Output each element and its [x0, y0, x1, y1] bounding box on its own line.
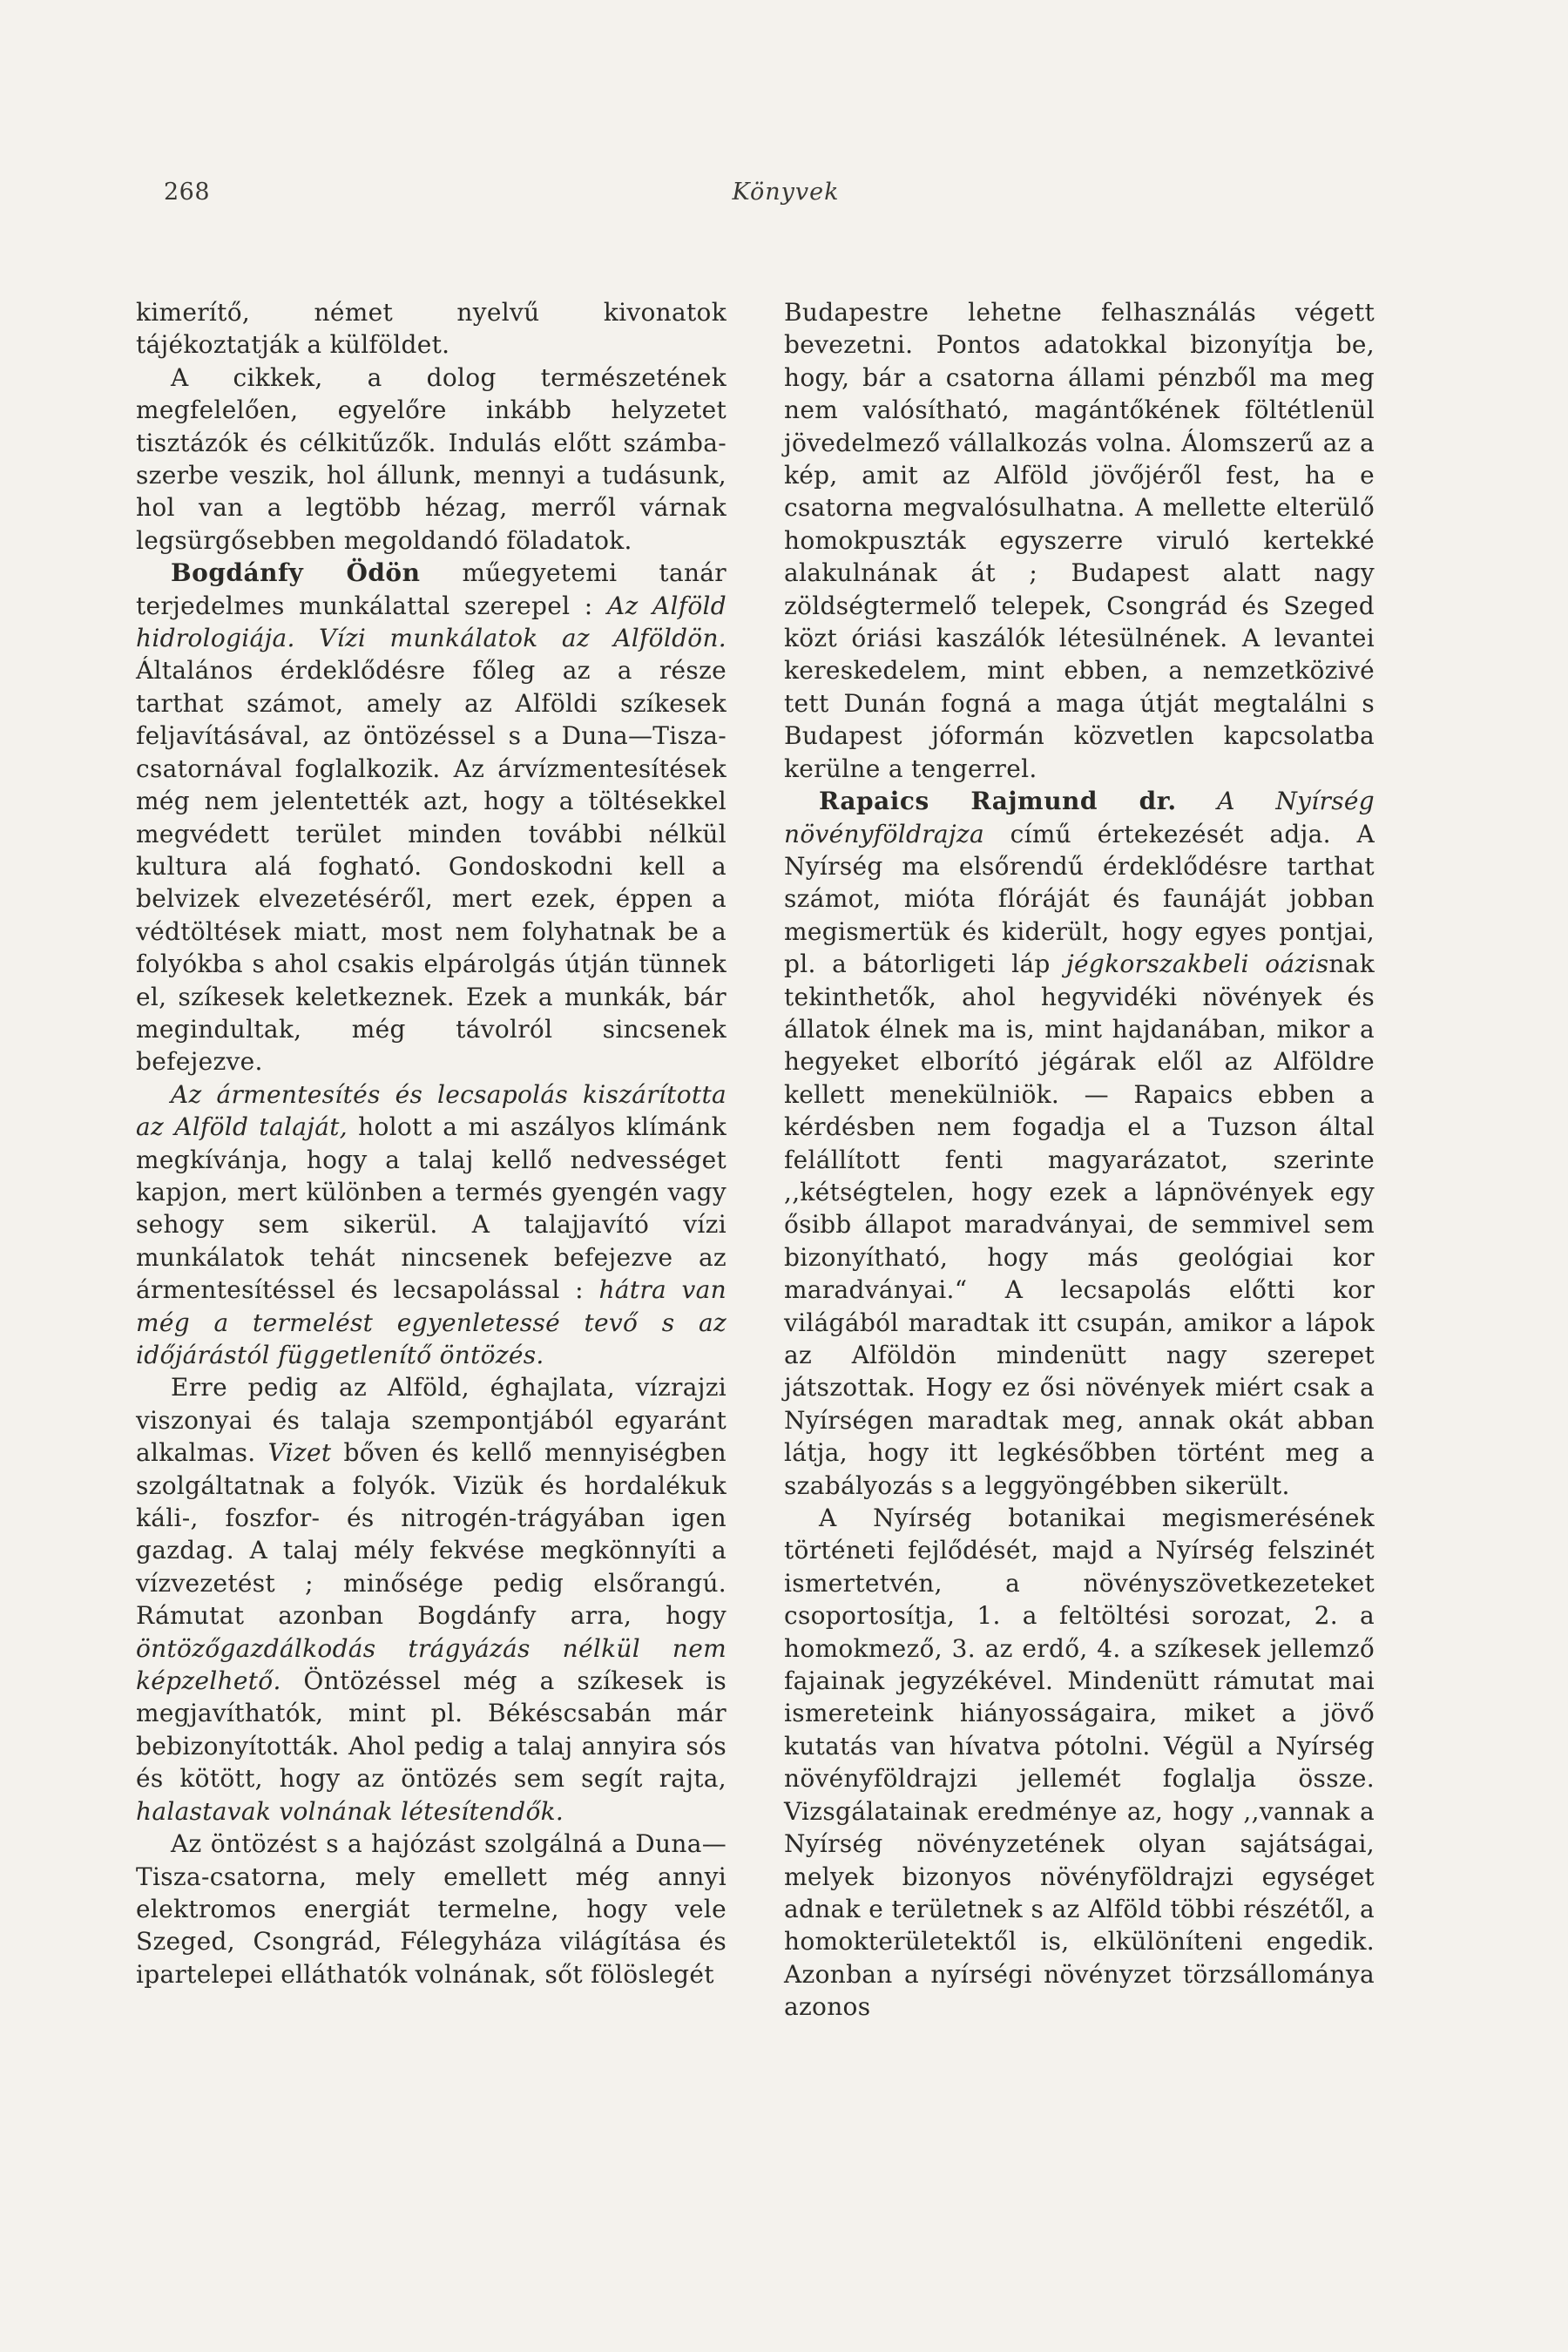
emphasis-text: öntözőgazdálkodás trágyázás nélkül nem képzelhető.: [136, 1633, 727, 1696]
author-name: Rapaics Rajmund dr.: [819, 787, 1177, 816]
left-column: [136, 296, 727, 1990]
emphasis-text: Vizet: [267, 1438, 332, 1468]
work-title: Az Alföld hidrologiája. Vízi munkálatok az Alföldön.: [136, 591, 727, 653]
emphasis-text: hátra van még a termelést egyenletessé tevő s az időjárástól függetlenítő öntözés.: [136, 1275, 727, 1369]
paragraph-cikkek: [136, 362, 727, 557]
paragraph-text: [1177, 787, 1218, 815]
paragraph-text: című értekezését adja. A Nyírség ma elsőrendű érdeklődésre tarthat számot, mióta flóráját és faunáját jobban megismertük és kiderült, hogy egyes pontjai, pl. a bátorligeti láp: [784, 819, 1375, 979]
paragraph-text: kimerítő, német nyelvű kivonatok tájékoztatják a külföldet.: [136, 298, 727, 360]
paragraph-rapaics: [784, 785, 1375, 1502]
paragraph-text: A Nyírség botanikai megismerésének történeti fejlődését, majd a Nyírség felszinét ismertetvén, a növényszövetkezeteket csoportosítja, 1. a feltöltési sorozat, 2. a homokmező, 3. az erdő, 4. a szíkesek jellemző fajainak jegyzékével. Mindenütt rámutat mai ismereteink hiányosságaira, miket a jövő kutatás van hívatva pótolni. Végül a Nyírség növényföldrajzi jellemét foglalja össze. Vizsgálatainak eredménye az, hogy ,,vannak a Nyírség növényzetének olyan sajátságai, melyek bizonyos növényföldrajzi egységet adnak e területnek s az Alföld többi részétől, a homokterületektől is, elkülöníteni engedik. Azonban a nyírségi növényzet törzsállománya azonos: [784, 1504, 1375, 2022]
page-header: [164, 179, 1408, 213]
paragraph-armentesites: [136, 1078, 727, 1372]
paragraph-nyirseg-botanika: [784, 1502, 1375, 2024]
paragraph-text: Az öntözést s a hajózást szolgálná a Duna—Tisza-csatorna, mely emellett még annyi elektromos energiát termelne, hogy vele Szeged, Csongrád, Félegyháza világítása és ipartelepei elláthatók volnának, sőt fölöslegét: [136, 1829, 727, 1989]
paragraph-text: műegyetemi tanár terjedelmes munkálattal szerepel :: [136, 558, 727, 620]
emphasis-text: Az ármentesítés és lecsapolás kiszárította az Alföld talaját,: [136, 1079, 727, 1142]
running-title: Könyvek: [732, 179, 840, 206]
page-number: 268: [164, 179, 211, 206]
paragraph-text: Öntözéssel még a szíkesek is megjavíthatók, mint pl. Békéscsabán már bebizonyították. Ahol pedig a talaj annyira sós és kötött, hogy az öntözés sem segít rajta,: [136, 1666, 727, 1794]
paragraph-text: Erre pedig az Alföld, éghajlata, vízrajzi viszonyai és talaja szempontjából egyaránt alkalmas.: [136, 1373, 727, 1468]
paragraph-text: nak tekinthetők, ahol hegyvidéki növények és állatok élnek ma is, mint hajdanában, mikor a hegyeket elborító jégárak elől az Alföldre kellett menekülniök. — Rapaics ebben a kérdésben nem fogadja el a Tuzson által felállított fenti magyarázatot, szerinte ,,kétségtelen, hogy ezek a lápnövények egy ősibb állapot maradványai, de semmivel sem bizonyítható, hogy más geológiai kor maradványai.“ A lecsapolás előtti kor világából maradtak itt csupán, amikor a lápok az Alföldön mindenütt nagy szerepet játszottak. Hogy ez ősi növények miért csak a Nyírségen maradtak meg, annak okát abban látja, hogy itt legkésőbben történt meg a szabályozás s a leggyöngébben sikerült.: [784, 950, 1375, 1500]
emphasis-text: halastavak volnának létesítendők.: [136, 1796, 564, 1826]
paragraph-bogdanfy: [136, 557, 727, 1078]
paragraph-text: Általános érdeklődésre főleg az a része tarthat számot, amely az Alföldi szíkesek feljavításával, az öntözéssel s a Duna—Tisza-csatornával foglalkozik. Az árvízmentesítések még nem jelentették azt, hogy a töltésekkel megvédett terület minden további nélkül kultura alá fogható. Gondoskodni kell a belvizek elvezetéséről, mert ezek, éppen a védtöltések miatt, most nem folyhatnak be a folyókba s ahol csakis elpárolgás útján tünnek el, szíkesek keletkeznek. Ezek a munkák, bár megindultak, még távolról sincsenek befejezve.: [136, 656, 727, 1077]
paragraph-text: holott a mi aszályos klímánk megkívánja, hogy a talaj kellő nedvességet kapjon, mert különben a termés gyengén vagy sehogy sem sikerül. A talajjavító vízi munkálatok tehát nincsenek befejezve az ármentesítéssel és lecsapolással :: [136, 1112, 727, 1305]
paragraph-continuation: [136, 296, 727, 362]
emphasis-text: jégkorszakbeli oázis: [1066, 950, 1329, 979]
paragraph-alfold-alkalmas: [136, 1371, 727, 1828]
paragraph-continuation: [784, 296, 1375, 785]
paragraph-text: bőven és kellő mennyiségben szolgáltatnak a folyók. Vizük és hordalékuk káli-, foszfor- és nitrogén-trágyában igen gazdag. A talaj mély fekvése megkönnyíti a vízvezetést ; minősége pedig elsőrangú. Rámutat azonban Bogdánfy arra, hogy: [136, 1438, 727, 1631]
paragraph-text: Budapestre lehetne felhasználás végett bevezetni. Pontos adatokkal bizonyítja be, hogy, bár a csatorna állami pénzből ma meg nem valósítható, magántőkének föltétlenül jövedelmező vállalkozás volna. Álomszerű az a kép, amit az Alföld jövőjéről fest, ha e csatorna megvalósulhatna. A mellette elterülő homokpuszták egyszerre viruló kertekké alakulnának át ; Budapest alatt nagy zöldségtermelő telepek, Csongrád és Szeged közt óriási kaszálók létesülnének. A levantei kereskedelem, mint ebben, a nemzetközivé tett Dunán fogná a maga útját megtalálni s Budapest jóformán közvetlen kapcsolatba kerülne a tengerrel.: [784, 298, 1375, 783]
paragraph-csatorna: [136, 1828, 727, 1990]
paragraph-text: A cikkek, a dolog természetének megfelelően, egyelőre inkább helyzetet tisztázók és célkitűzők. Indulás előtt számba-szerbe veszik, hol állunk, mennyi a tudásunk, hol van a legtöbb hézag, merről várnak legsürgősebben megoldandó föladatok.: [136, 362, 727, 555]
author-name: Bogdánfy Ödön: [171, 558, 421, 588]
right-column: [784, 296, 1375, 2024]
work-title: A Nyírség növényföldrajza: [784, 787, 1375, 848]
